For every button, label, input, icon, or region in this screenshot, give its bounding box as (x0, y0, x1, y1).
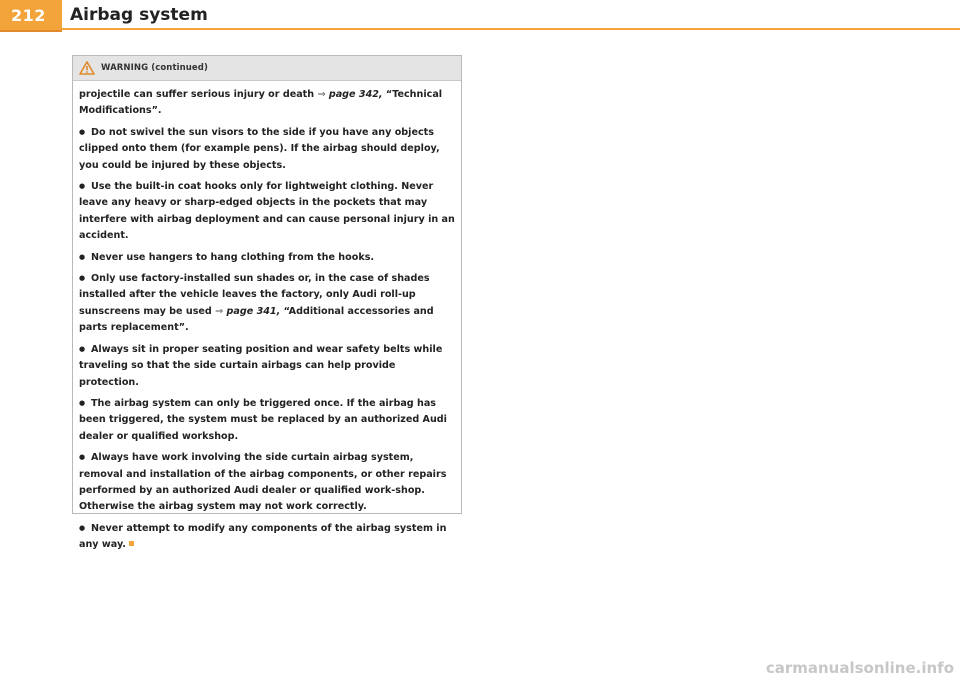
page-ref-arrow: ⇒ (317, 89, 326, 100)
warning-bullet-item (79, 342, 456, 391)
bullet-text: Do not swivel the sun visors to the side if you have any objects clipped onto them (for example pens). If the airbag should deploy, you could be injured by these objects. (79, 126, 440, 171)
page-header (0, 0, 960, 34)
bullet-text: Use the built-in coat hooks only for lightweight clothing. Never leave any heavy or sharp-edged objects in the pockets that may interfere with airbag deployment and can cause personal injury in an accident. (79, 181, 455, 242)
page-number: 212 (11, 6, 46, 25)
bullet-text: Only use factory-installed sun shades or, in the case of shades installed after the vehicle leaves the factory, only Audi roll-up sunscreens may be used (79, 273, 430, 317)
bullet-text: Never attempt to modify any components of the airbag system in any way. (79, 522, 447, 551)
warning-bullet-item (79, 396, 456, 445)
warning-bullet-item (79, 271, 456, 337)
warning-paragraph (79, 87, 456, 120)
bullet-icon (79, 125, 91, 141)
bullet-text: Never use hangers to hang clothing from the hooks. (91, 251, 375, 263)
warning-title: WARNING (continued) (101, 63, 208, 73)
header-rule (62, 28, 960, 30)
bullet-text: Always have work involving the side curtain airbag system, removal and installation of the airbag components, or other repairs performed by an authorized Audi dealer or qualified work-shop. Otherwise the airbag system may not work correctly. (79, 452, 447, 513)
warning-bullet-item (79, 179, 456, 245)
section-title: Airbag system (70, 5, 208, 25)
bullet-icon (79, 450, 91, 466)
bullet-text: The airbag system can only be triggered once. If the airbag has been triggered, the system must be replaced by an authorized Audi dealer or qualified workshop. (79, 397, 447, 442)
page-ref-arrow: ⇒ (215, 305, 224, 317)
page-number-tab (0, 0, 62, 32)
warning-body (73, 81, 461, 554)
page-reference-link[interactable]: page 342, (328, 89, 383, 100)
bullet-icon (79, 271, 91, 287)
warning-box (72, 55, 462, 551)
bullet-icon (79, 396, 91, 412)
warning-bullet-item (79, 125, 456, 174)
paragraph-text: “Technical Modifications”. (79, 89, 443, 117)
warning-header (73, 56, 461, 81)
page-reference-link[interactable]: page 341, (226, 305, 281, 317)
warning-bullet-item (79, 521, 456, 554)
paragraph-text: projectile can suffer serious injury or death (79, 89, 318, 100)
warning-bullet-item (79, 450, 456, 516)
bullet-icon (79, 342, 91, 358)
bullet-icon (79, 521, 91, 537)
bullet-text: “Additional accessories and parts replacement”. (79, 305, 434, 334)
site-watermark: carmanualsonline.info (765, 659, 954, 677)
bullet-icon (79, 250, 91, 266)
bullet-icon (79, 179, 91, 195)
end-of-section-mark (129, 541, 134, 546)
bullet-text: Always sit in proper seating position and wear safety belts while traveling so that the side curtain airbags can help provide protection. (79, 343, 443, 388)
warning-bullet-item (79, 250, 456, 266)
warning-triangle-icon (79, 61, 95, 75)
